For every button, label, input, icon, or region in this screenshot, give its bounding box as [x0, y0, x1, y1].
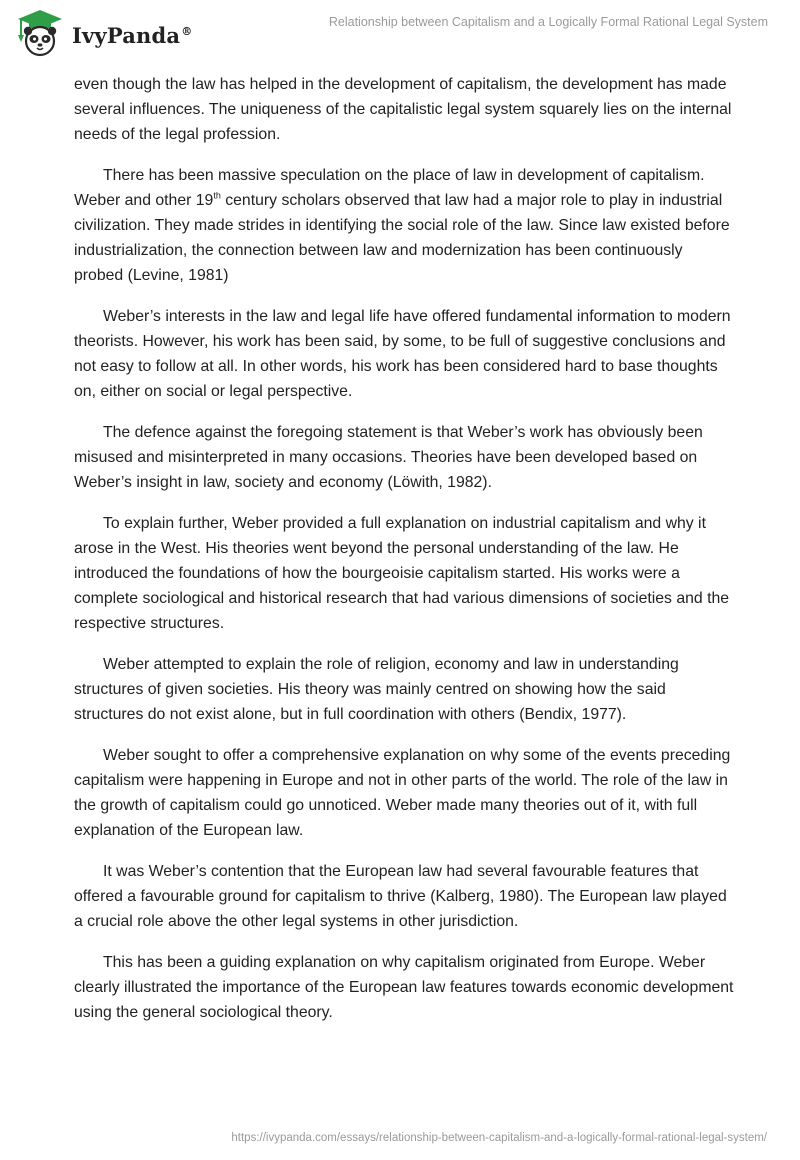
panda-graduate-icon: [14, 8, 66, 58]
paragraph: The defence against the foregoing statement is that Weber’s work has obviously been misused and misinterpreted in many occasions. Theories have been developed based on Weber’s insight in law, society and economy (Löwith, 1982).: [74, 424, 703, 491]
essay-body: [74, 72, 734, 1041]
page-header: [0, 0, 800, 70]
document-title: Relationship between Capitalism and a Logically Formal Rational Legal System: [328, 15, 768, 29]
paragraph: It was Weber’s contention that the European law had several favourable features that offered a favourable ground for capitalism to thrive (Kalberg, 1980). The European law played a crucial role above the other legal systems in other jurisdiction.: [74, 863, 727, 930]
paragraph: This has been a guiding explanation on why capitalism originated from Europe. Weber clearly illustrated the importance of the European law features towards economic development using the general sociological theory.: [74, 954, 734, 1021]
paragraph: To explain further, Weber provided a full explanation on industrial capitalism and why it arose in the West. His theories went beyond the personal understanding of the law. He introduced the foundations of how the bourgeoisie capitalism started. His works were a complete sociological and historical research that had various dimensions of societies and the respective structures.: [74, 515, 730, 632]
ordinal-suffix: th: [213, 190, 221, 201]
paragraph: Weber’s interests in the law and legal life have offered fundamental information to modern theorists. However, his work has been said, by some, to be full of suggestive conclusions and not easy to follow at all. In other words, his work has been considered hard to base thoughts on, either on social or legal perspective.: [74, 308, 731, 400]
registered-mark: ®: [181, 24, 193, 38]
paragraph: Weber sought to offer a comprehensive explanation on why some of the events preceding capitalism were happening in Europe and not in other parts of the world. The role of the law in the growth of capitalism could go unnoticed. Weber made many theories out of it, with full explanation of the European law.: [74, 747, 731, 839]
brand-name: IvyPanda®: [72, 22, 193, 48]
paragraph: There has been massive speculation on the place of law in development of capitalism. Weber and other 19th century scholars observed that law had a major role to play in industrial civilization. They made strides in identifying the social role of the law. Since law existed before industrialization, the connection between law and modernization has been continuously probed (Levine, 1981): [74, 167, 730, 284]
paragraph-continued: even though the law has helped in the development of capitalism, the development has made several influences. The uniqueness of the capitalistic legal system squarely lies on the internal needs of the legal profession.: [74, 76, 732, 143]
paragraph: Weber attempted to explain the role of religion, economy and law in understanding structures of given societies. His theory was mainly centred on showing how the said structures do not exist alone, but in full coordination with others (Bendix, 1977).: [74, 656, 679, 723]
source-url[interactable]: https://ivypanda.com/essays/relationship-between-capitalism-and-a-logically-formal-rational-legal-system/: [231, 1132, 767, 1144]
brand-logo[interactable]: [14, 8, 192, 58]
